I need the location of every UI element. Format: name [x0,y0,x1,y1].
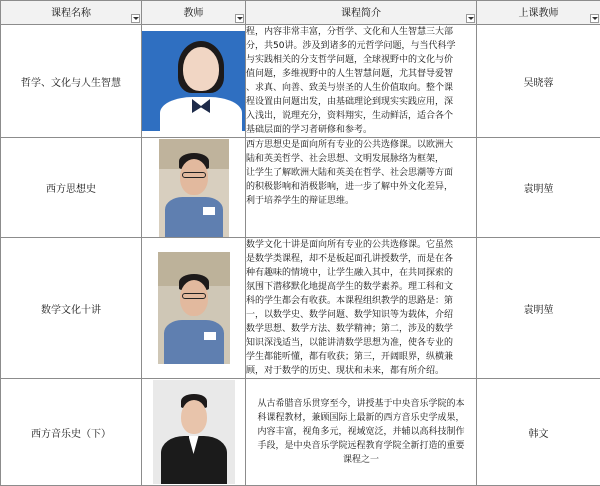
intro-line: 利于培养学生的辩证思维。 [246,194,476,208]
intro-line: 西方思想史是面向所有专业的公共选修课。以欧洲大 [246,138,476,152]
table-row[interactable] [1,138,600,238]
filter-dropdown-icon[interactable] [466,14,475,23]
filter-dropdown-icon[interactable] [590,14,599,23]
lecturer-cell[interactable]: 韩文 [477,379,600,486]
lecturer-cell[interactable]: 袁明堃 [477,238,600,379]
course-intro-cell[interactable] [246,138,477,238]
course-intro-cell[interactable] [246,379,477,486]
intro-line: 程设置由问题出发，由基础理论到现实实践应用，深 [246,95,476,109]
intro-line: 课程之一 [246,453,476,467]
intro-line: 基础层面的学习者研修和参考。 [246,123,476,137]
header-teacher-label: 教师 [184,8,204,19]
header-teacher[interactable] [142,1,246,25]
intro-line: 入浅出，说理充分，资料翔实，生动鲜活，适合各个 [246,109,476,123]
header-course-name-label: 课程名称 [51,8,91,19]
intro-line: 顾，对于数学的历史、现状和未来，都有所介绍。 [246,364,476,378]
intro-line: 数学文化十讲是面向所有专业的公共选修课。它虽然 [246,238,476,252]
header-course-intro-label: 课程简介 [341,8,381,19]
teacher-portrait-male-glasses-icon [159,139,229,237]
lecturer-cell[interactable]: 吴晓蓉 [477,25,600,138]
course-name-cell[interactable]: 数学文化十讲 [1,238,142,379]
intro-line: 知识深浅适当，以能讲清数学思想为准，使各专业的 [246,336,476,350]
intro-line: 让学生了解欧洲大陆和英美在哲学、社会思潮等方面 [246,166,476,180]
course-name-cell[interactable]: 西方思想史 [1,138,142,238]
teacher-photo-cell[interactable] [142,138,246,238]
intro-line: 一，以数学史、数学问题、数学知识等为载体，介绍 [246,308,476,322]
teacher-photo-cell[interactable] [142,25,246,138]
intro-line: 科的学生都会有收获。本课程组织教学的思路是：第 [246,294,476,308]
intro-line: 、求真、向善、致美与崇圣的人生价值取向。整个课 [246,81,476,95]
lecturer-cell[interactable]: 袁明堃 [477,138,600,238]
header-course-name[interactable] [1,1,142,25]
teacher-photo-cell[interactable] [142,379,246,486]
teacher-photo-cell[interactable] [142,238,246,379]
intro-line: 分，共50讲。涉及到诸多的元哲学问题，与当代科学 [246,39,476,53]
intro-line: 陆和英美哲学、社会思想、文明发展脉络为框架， [246,152,476,166]
header-row [1,1,600,25]
intro-line: 氛围下潜移默化地提高学生的数学素养。理工科和文 [246,280,476,294]
intro-line: 内容丰富，视角多元，视域宽泛，并辅以高科技制作 [246,425,476,439]
intro-line: 从古希腊音乐贯穿至今，讲授基于中央音乐学院的本 [246,397,476,411]
teacher-portrait-female-icon [142,31,246,131]
intro-line: 手段，是中央音乐学院远程教育学院全新打造的重要 [246,439,476,453]
intro-line: 数学思想、数学方法、数学精神；第二，涉及的数学 [246,322,476,336]
filter-dropdown-icon[interactable] [131,14,140,23]
header-course-intro[interactable] [246,1,477,25]
course-intro-cell[interactable] [246,238,477,379]
table-row[interactable] [1,238,600,379]
intro-line: 程，内容非常丰富，分哲学、文化和人生智慧三大部 [246,25,476,39]
course-name-cell[interactable]: 西方音乐史（下） [1,379,142,486]
intro-line: 科课程教材，兼顾国际上最新的西方音乐史学成果， [246,411,476,425]
course-name-cell[interactable]: 哲学、文化与人生智慧 [1,25,142,138]
course-intro-cell[interactable] [246,25,477,138]
teacher-portrait-male-glasses-icon [158,252,230,364]
intro-line: 是数学类课程，却不是板起面孔讲授数学，而是在各 [246,252,476,266]
intro-line: 学生都能听懂，都有收获；第三，开阔眼界，纵横兼 [246,350,476,364]
teacher-portrait-male-suit-icon [153,380,235,484]
intro-line: 与实践相关的分支哲学问题，全球视野中的文化与价 [246,53,476,67]
table-row[interactable] [1,379,600,486]
header-lecturer[interactable] [477,1,600,25]
header-lecturer-label: 上课教师 [519,8,559,19]
intro-line: 值问题，多维视野中的人生智慧问题，尤其督导爱智 [246,67,476,81]
filter-dropdown-icon[interactable] [235,14,244,23]
intro-line: 种有趣味的情境中，让学生融入其中，在共同探索的 [246,266,476,280]
intro-line: 的积极影响和消极影响，进一步了解中外文化差异， [246,180,476,194]
table-row[interactable] [1,25,600,138]
